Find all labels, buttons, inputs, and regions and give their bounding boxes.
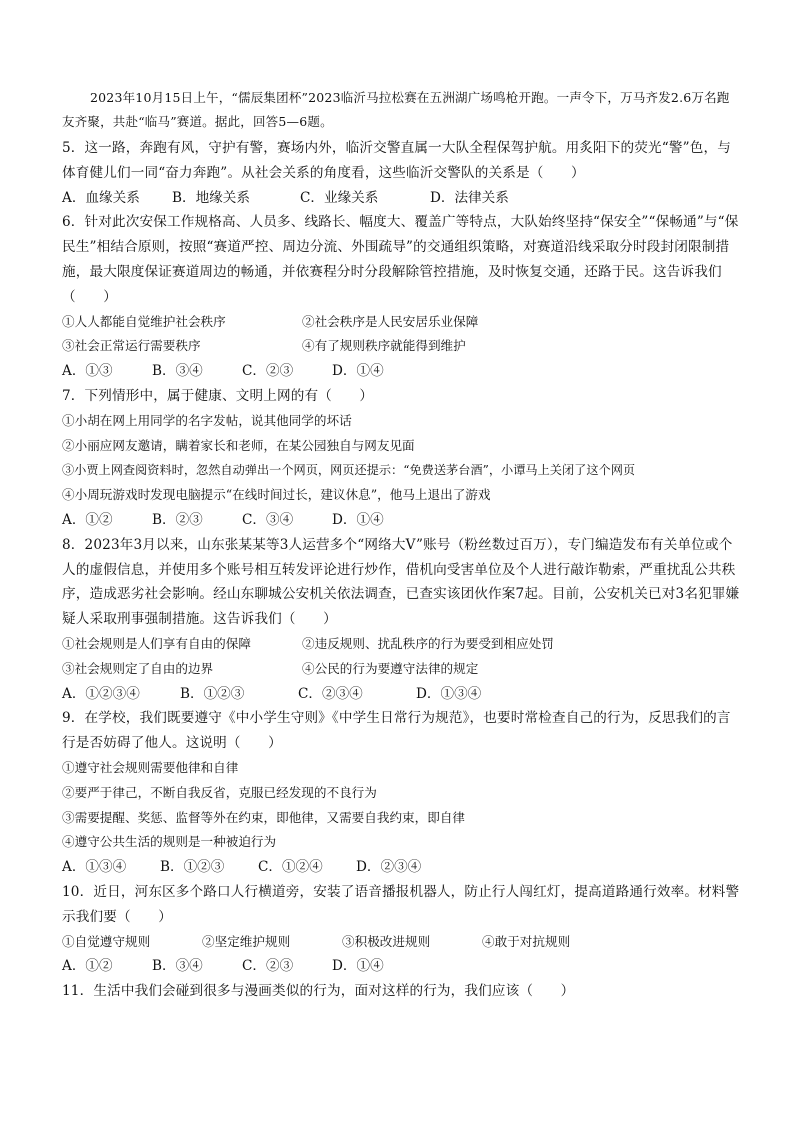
statement-3: ③积极改进规则 <box>342 933 431 949</box>
option-a: A．血缘关系 <box>62 189 140 206</box>
option-d: D．②③④ <box>356 859 422 876</box>
statement-2: ②社会秩序是人民安居乐业保障 <box>302 313 479 329</box>
statement-1: ①人人都能自觉维护社会秩序 <box>62 313 226 329</box>
option-d: D．①④ <box>332 363 384 380</box>
question-7-options <box>62 508 742 533</box>
question-8 <box>62 533 742 707</box>
question-10 <box>62 880 742 979</box>
option-c: C．②③④ <box>298 685 363 702</box>
statement-row <box>62 334 742 359</box>
statement-2: ②小丽应网友邀请，瞒着家长和老师，在某公园独自与网友见面 <box>62 437 415 453</box>
question-6-stem: 6．针对此次安保工作规格高、人员多、线路长、幅度大、覆盖广等特点，大队始终坚持“保安全”“保畅通”与“保民生”相结合原则，按照“赛道严控、周边分流、外围疏导”的交通组织策略，对赛道沿线采取分时段封闭限制措施，最大限度保证赛道周边的畅通，并依赛程分时分段解除管控措施，及时恢复交通，还路于民。这告诉我们（ ） <box>62 214 739 305</box>
option-c: C．①②④ <box>258 859 323 876</box>
option-a: A．①② <box>62 958 113 975</box>
option-b: B．地缘关系 <box>172 189 250 206</box>
question-10-stem: 10．近日，河东区多个路口人行横道旁，安装了语音播报机器人，防止行人闯红灯，提高道路通行效率。材料警示我们要（ ） <box>62 883 740 925</box>
option-b: B．③④ <box>152 958 203 975</box>
statement-4: ④敢于对抗规则 <box>482 933 571 949</box>
intro-passage: 2023年10月15日上午，“儒辰集团杯”2023临沂马拉松赛在五洲湖广场鸣枪开跑。一声令下，万马齐发2.6万名跑友齐聚，共赴“临马”赛道。据此，回答5—6题。 <box>62 90 730 129</box>
option-d: D．①③④ <box>416 685 482 702</box>
option-d: D．①④ <box>332 511 384 528</box>
question-5-stem: 5．这一路，奔跑有风，守护有警，赛场内外，临沂交警直属一大队全程保驾护航。用炙阳下的荧光“警”色，与体育健儿们一同“奋力奔跑”。从社会关系的角度看，这些临沂交警队的关系是（ ） <box>62 140 731 181</box>
statement-4: ④小周玩游戏时发现电脑提示“在线时间过长，建议休息”，他马上退出了游戏 <box>62 487 491 503</box>
option-b: B．①②③ <box>160 859 225 876</box>
question-9 <box>62 706 742 880</box>
statement-2: ②违反规则、扰乱秩序的行为要受到相应处罚 <box>302 635 554 651</box>
question-5 <box>62 136 742 210</box>
question-11 <box>62 979 742 1004</box>
option-c: C．③④ <box>242 511 294 528</box>
statement-1: ①社会规则是人们享有自由的保障 <box>62 635 251 651</box>
question-6 <box>62 210 742 384</box>
question-9-stem: 9．在学校，我们既要遵守《中小学生守则》《中学生日常行为规范》，也要时常检查自己的行为，反思我们的言行是否妨碍了他人。这说明（ ） <box>62 710 731 752</box>
statement-1: ①小胡在网上用同学的名字发帖，说其他同学的坏话 <box>62 412 352 428</box>
option-d: D．法律关系 <box>430 189 509 206</box>
option-a: A．①③④ <box>62 859 127 876</box>
statement-3: ③小贾上网查阅资料时，忽然自动弹出一个网页，网页还提示：“免费送茅台酒”，小谭马上关闭了这个网页 <box>62 463 636 478</box>
option-c: C．②③ <box>242 363 294 380</box>
statement-1: ①遵守社会规则需要他律和自律 <box>62 759 239 775</box>
statement-4: ④遵守公共生活的规则是一种被迫行为 <box>62 834 277 850</box>
question-5-options <box>62 186 742 211</box>
statement-2: ②坚定维护规则 <box>202 933 291 949</box>
question-10-options <box>62 954 742 979</box>
option-a: A．①② <box>62 511 113 528</box>
statement-4: ④有了规则秩序就能得到维护 <box>302 338 466 354</box>
statement-row <box>62 657 742 682</box>
option-c: C．业缘关系 <box>300 189 379 206</box>
option-c: C．②③ <box>242 958 294 975</box>
option-a: A．①③ <box>62 363 113 380</box>
statement-3: ③社会规则定了自由的边界 <box>62 660 214 676</box>
statement-3: ③需要提醒、奖惩、监督等外在约束，即他律，又需要自我约束，即自律 <box>62 809 465 825</box>
question-7 <box>62 384 742 533</box>
question-7-stem: 7．下列情形中，属于健康、文明上网的有（ ） <box>62 387 374 404</box>
exam-page <box>62 86 742 1004</box>
question-8-stem: 8．2023年3月以来，山东张某某等3人运营多个“网络大V”账号（粉丝数过百万），专门编造发布有关单位或个人的虚假信息，并使用多个账号相互转发评论进行炒作，借机向受害单位及个人进行敲诈勒索，严重扰乱公共秩序，造成恶劣社会影响。经山东聊城公安机关依法调查，已查实该团伙作案7起。目前，公安机关已对3名犯罪嫌疑人采取刑事强制措施。这告诉我们（ ） <box>62 536 740 628</box>
statement-row <box>62 310 742 335</box>
statement-4: ④公民的行为要遵守法律的规定 <box>302 660 479 676</box>
question-6-options <box>62 359 742 384</box>
option-b: B．②③ <box>152 511 203 528</box>
statement-2: ②要严于律己，不断自我反省，克服已经发现的不良行为 <box>62 784 377 800</box>
statement-1: ①自觉遵守规则 <box>62 933 151 949</box>
question-9-options <box>62 855 742 880</box>
question-11-stem: 11．生活中我们会碰到很多与漫画类似的行为，面对这样的行为，我们应该（ ） <box>62 983 575 1000</box>
question-8-options <box>62 682 742 707</box>
option-a: A．①②③④ <box>62 685 140 702</box>
statement-row <box>62 632 742 657</box>
option-d: D．①④ <box>332 958 384 975</box>
option-b: B．③④ <box>152 363 203 380</box>
statement-row <box>62 930 742 955</box>
option-b: B．①②③ <box>180 685 245 702</box>
statement-3: ③社会正常运行需要秩序 <box>62 338 201 354</box>
